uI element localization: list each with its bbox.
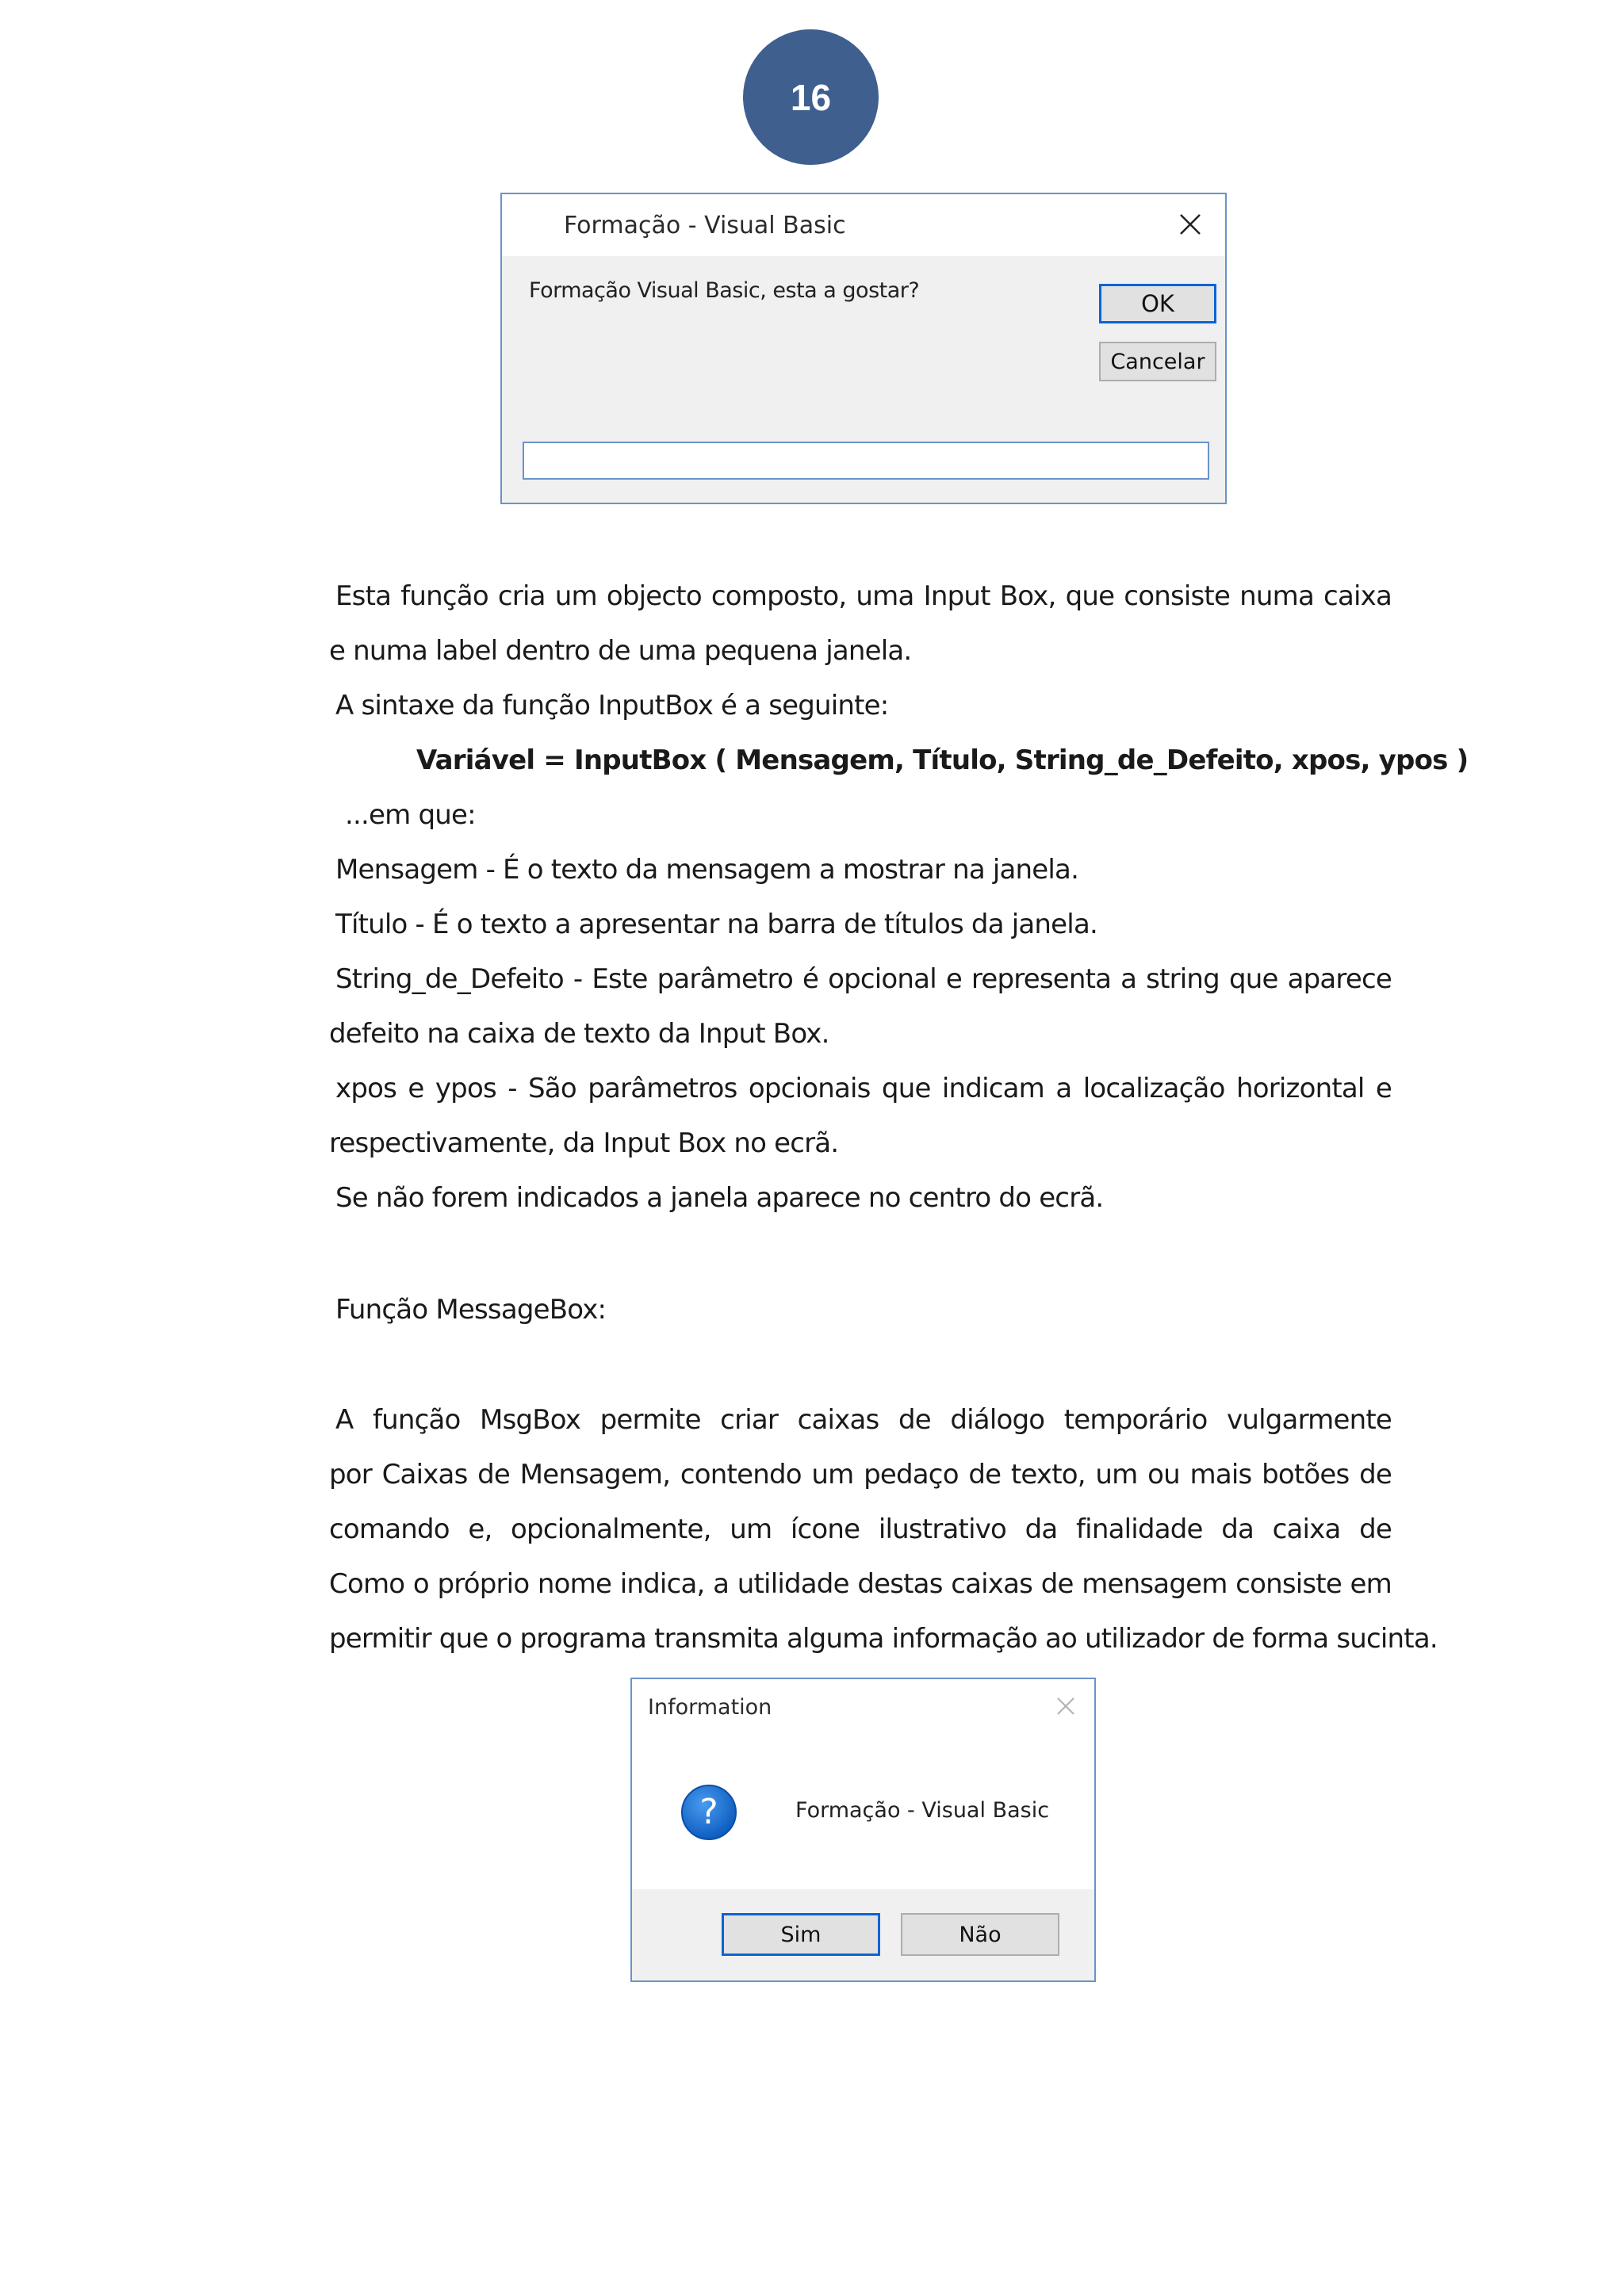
input-box-text-field[interactable] — [523, 442, 1209, 480]
page-number: 16 — [790, 76, 832, 118]
message-box-message: Formação - Visual Basic — [795, 1798, 1050, 1823]
body-text-inputbox — [329, 569, 1469, 1226]
input-box-titlebar — [502, 194, 1225, 256]
no-button[interactable]: Não — [901, 1913, 1059, 1956]
message-box-dialog — [630, 1678, 1096, 1982]
page-number-badge — [743, 29, 879, 165]
question-icon — [680, 1784, 737, 1841]
input-box-title: Formação - Visual Basic — [564, 212, 846, 239]
paragraph-line: Esta função cria um objecto composto, uma Input Box, que consiste numa caixa — [335, 580, 1392, 612]
body-text-msgbox — [329, 1393, 1438, 1667]
paragraph-line: A sintaxe da função InputBox é a seguinte: — [335, 690, 889, 721]
close-icon[interactable] — [1051, 1692, 1080, 1720]
message-box-title: Information — [648, 1695, 772, 1720]
svg-text:?: ? — [699, 1792, 718, 1832]
paragraph-line: ...em que: — [345, 799, 476, 831]
paragraph-line: Se não forem indicados a janela aparece no centro do ecrã. — [335, 1182, 1104, 1214]
paragraph-line: comando e, opcionalmente, um ícone ilustrativo da finalidade da caixa de — [329, 1513, 1392, 1545]
ok-button[interactable]: OK — [1099, 284, 1216, 323]
paragraph-line: permitir que o programa transmita alguma informação ao utilizador de forma sucinta. — [329, 1623, 1438, 1655]
message-box-content — [632, 1679, 1094, 1889]
paragraph-line: Título - É o texto a apresentar na barra de títulos da janela. — [335, 909, 1097, 940]
paragraph-line: defeito na caixa de texto da Input Box. — [329, 1018, 829, 1050]
cancel-button[interactable]: Cancelar — [1099, 342, 1216, 381]
input-box-prompt: Formação Visual Basic, esta a gostar? — [529, 278, 920, 303]
paragraph-line: Mensagem - É o texto da mensagem a mostrar na janela. — [335, 854, 1079, 886]
close-icon[interactable] — [1171, 205, 1209, 243]
syntax-line: Variável = InputBox ( Mensagem, Título, String_de_Defeito, xpos, ypos ) — [416, 744, 1469, 776]
heading-text: Função MessageBox: — [335, 1294, 607, 1326]
paragraph-line: respectivamente, da Input Box no ecrã. — [329, 1127, 839, 1159]
input-box-dialog — [500, 193, 1227, 504]
yes-button[interactable]: Sim — [722, 1913, 880, 1956]
paragraph-line: A função MsgBox permite criar caixas de diálogo temporário vulgarmente — [335, 1404, 1392, 1436]
paragraph-line: por Caixas de Mensagem, contendo um pedaço de texto, um ou mais botões de — [329, 1459, 1392, 1490]
section-heading — [329, 1283, 1392, 1337]
paragraph-line: Como o próprio nome indica, a utilidade destas caixas de mensagem consiste em — [329, 1568, 1392, 1600]
paragraph-line: e numa label dentro de uma pequena janela. — [329, 635, 912, 667]
paragraph-line: String_de_Defeito - Este parâmetro é opcional e representa a string que aparece — [335, 963, 1392, 995]
paragraph-line: xpos e ypos - São parâmetros opcionais que indicam a localização horizontal e — [335, 1073, 1392, 1104]
